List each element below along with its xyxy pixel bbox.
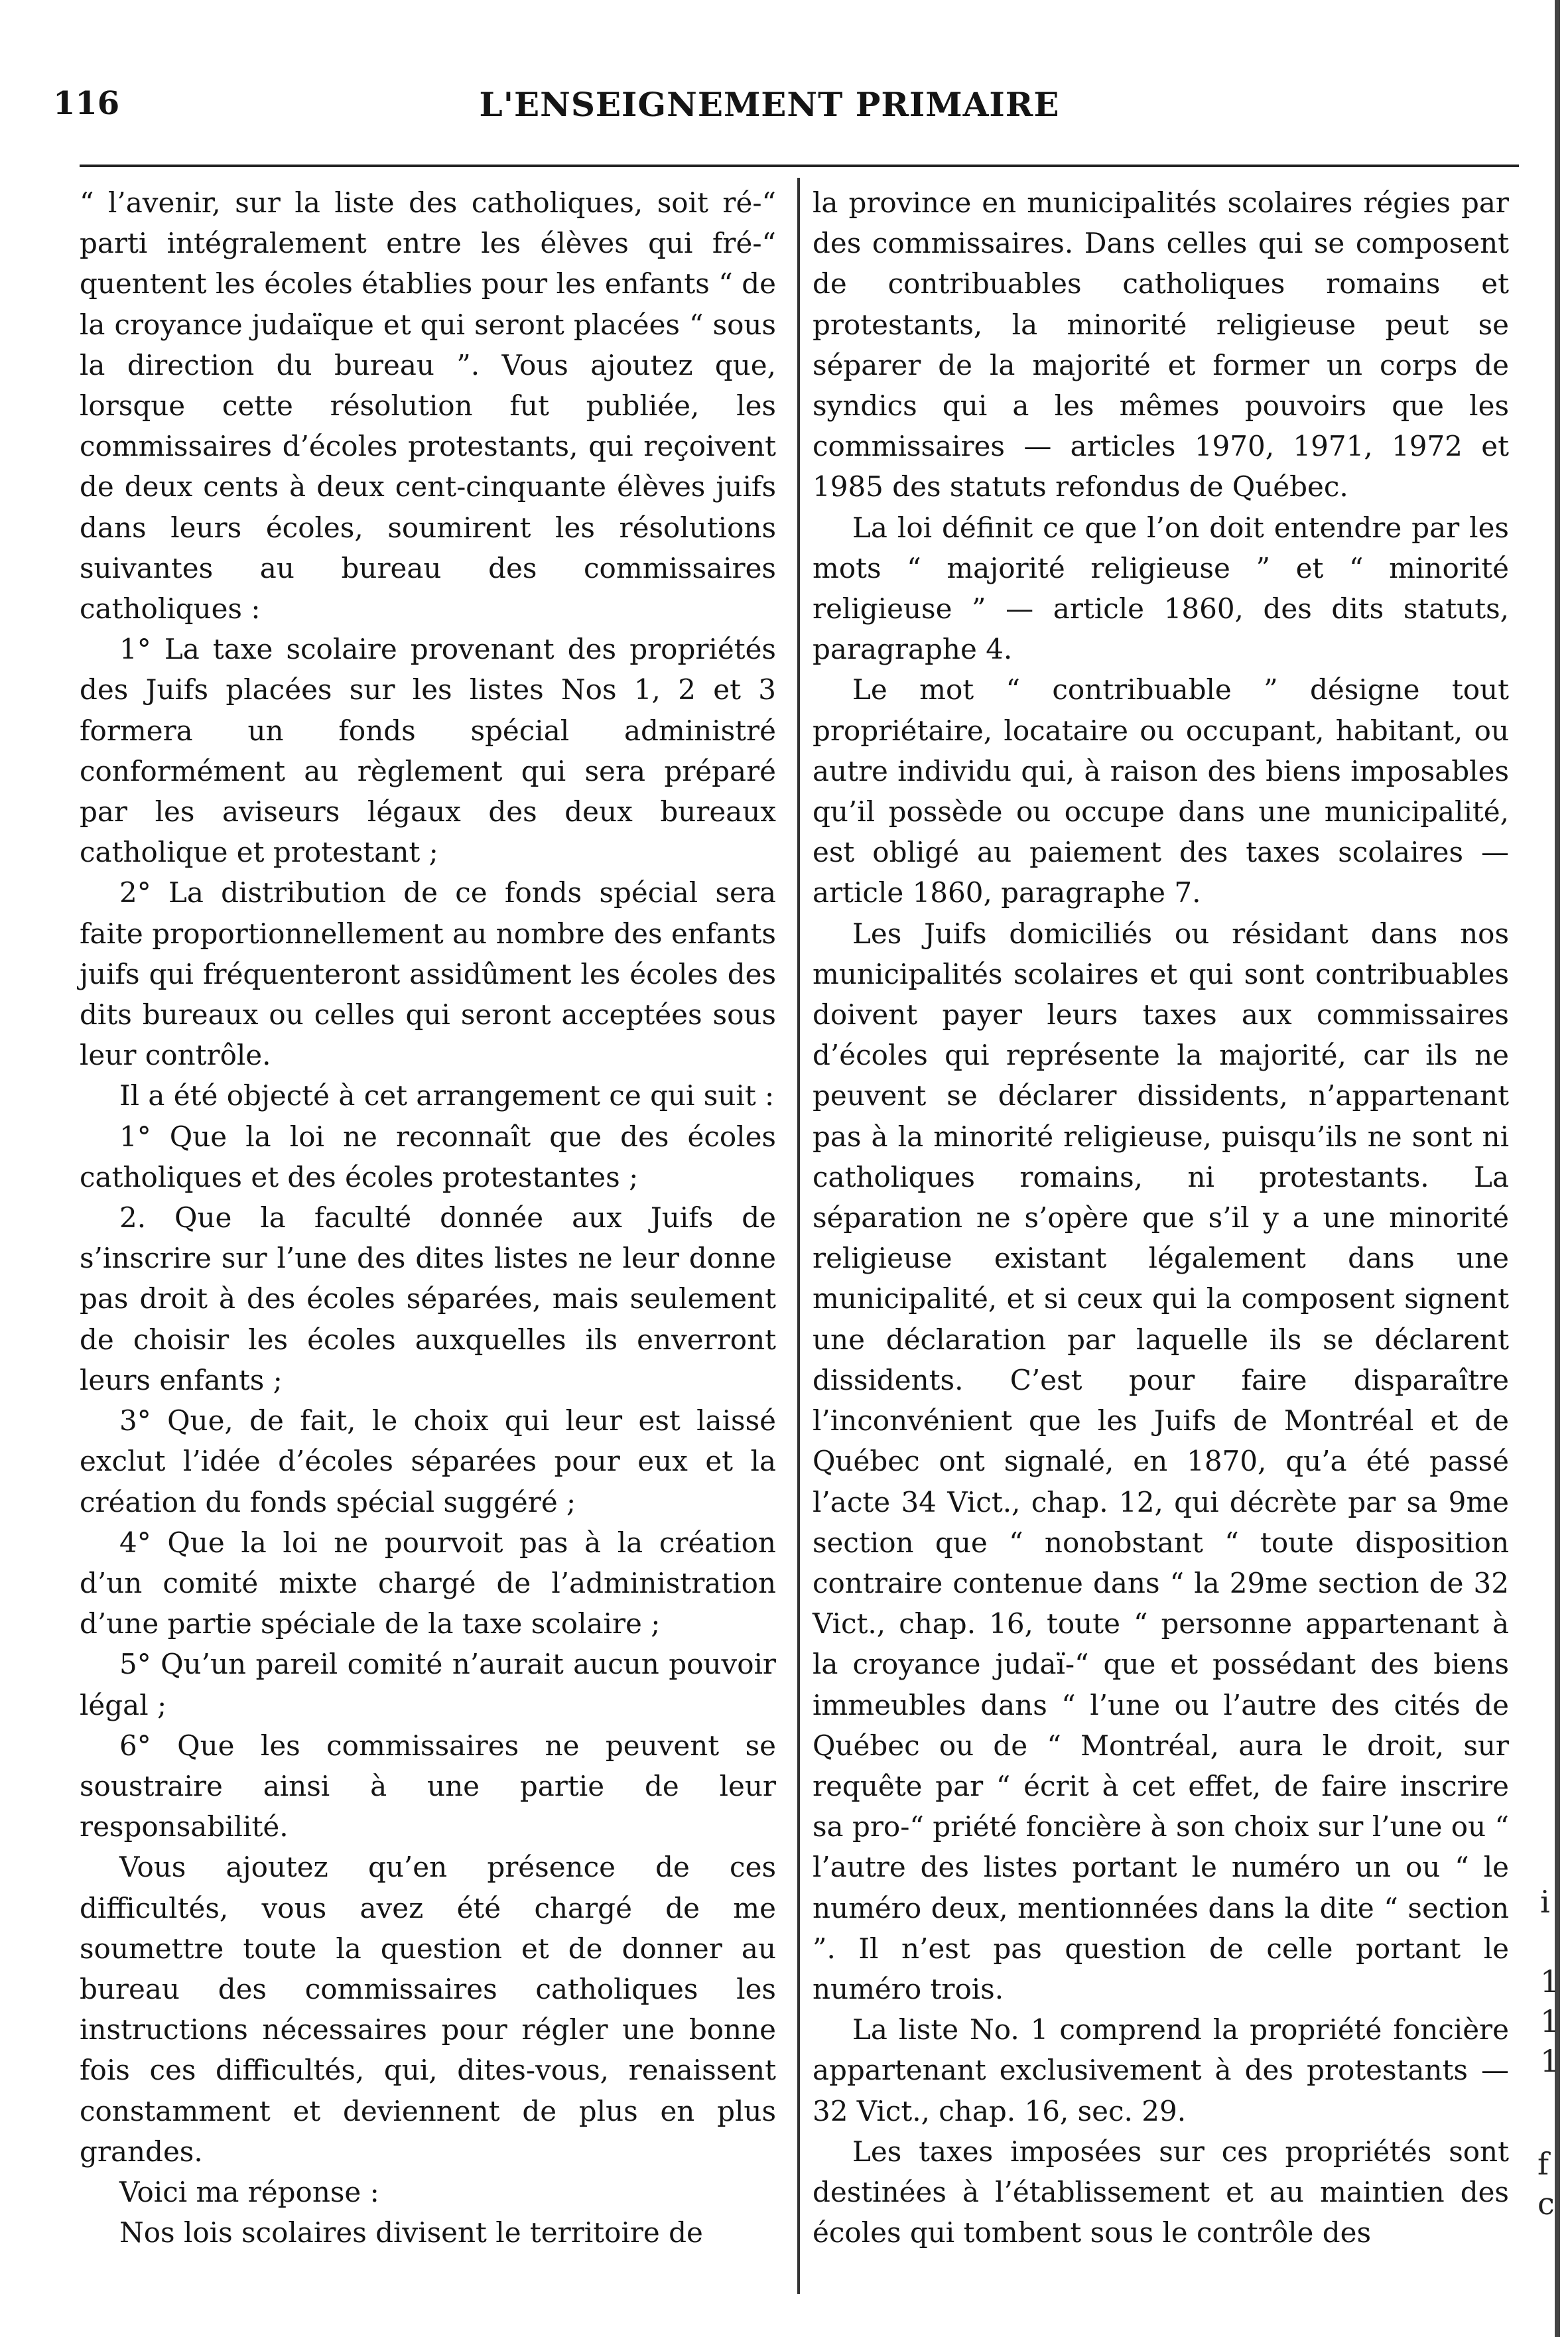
paragraph: La liste No. 1 comprend la propriété foncière appartenant exclusivement à des protestants — 32 Vict., chap. 16, sec. 29. xyxy=(813,2013,1509,2127)
paragraph: Les Juifs domiciliés ou résidant dans nos municipalités scolaires et qui sont contribuables doivent payer leurs taxes aux commissaires d’écoles qui représente la majorité, car ils ne peuvent se déclarer dissidents, n’appartenant pas à la minorité religieuse, puisqu’ils ne sont ni catholiques romains, ni protestants. La séparation ne s’opère que s’il y a une minorité religieuse existant légalement dans une municipalité, et si ceux qui la composent signent une déclaration par laquelle ils se déclarent dissidents. C’est pour faire disparaître l’inconvénient que les Juifs de Montréal et de Québec ont signalé, en 1870, qu’a été passé l’acte 34 Vict., chap. 12, qui décrète par sa 9me section que “ nonobstant “ toute disposition contraire contenue dans “ la 29me section de 32 Vict., chap. 16, toute “ personne appartenant à la croyance judaï-“ que et possédant des biens immeubles dans “ l’une ou l’autre des cités de Québec ou de “ Montréal, aura le droit, sur requête par “ écrit à cet effet, de faire inscrire sa pro-“ priété foncière à son choix sur l’une ou “ l’autre des listes portant le numéro un ou “ le numéro deux, mentionnées dans la dite “ section ”. Il n’est pas question de celle portant le numéro trois. xyxy=(813,917,1509,2005)
margin-mark: 1 xyxy=(1540,2003,1560,2039)
running-title: L'ENSEIGNEMENT PRIMAIRE xyxy=(479,85,1060,124)
paragraph: 2° La distribution de ce fonds spécial sera faite proportionnellement au nombre des enfants juifs qui fréquenteront assidûment les écoles des dits bureaux ou celles qui seront acceptées sous leur contrôle. xyxy=(80,876,776,1072)
paragraph: 4° Que la loi ne pourvoit pas à la création d’un comité mixte chargé de l’administration d’une partie spéciale de la taxe scolaire ; xyxy=(80,1526,776,1640)
margin-mark: 1 xyxy=(1540,2043,1560,2079)
paragraph: La loi définit ce que l’on doit entendre par les mots “ majorité religieuse ” et “ minorité religieuse ” — article 1860, des dits statuts, paragraphe 4. xyxy=(813,511,1509,666)
paragraph: la province en municipalités scolaires régies par des commissaires. Dans celles qui se composent de contribuables catholiques romains et protestants, la minorité religieuse peut se séparer de la majorité et former un corps de syndics qui a les mêmes pouvoirs que les commissaires — articles 1970, 1971, 1972 et 1985 des statuts refondus de Québec. xyxy=(813,186,1509,503)
margin-mark: i xyxy=(1540,1884,1550,1920)
right-column xyxy=(813,182,1509,2253)
paragraph: 2. Que la faculté donnée aux Juifs de s’inscrire sur l’une des dites listes ne leur donne pas droit à des écoles séparées, mais seulement de choisir les écoles auxquelles ils enverront leurs enfants ; xyxy=(80,1201,776,1396)
paragraph: 1° Que la loi ne reconnaît que des écoles catholiques et des écoles protestantes ; xyxy=(80,1120,776,1193)
header-rule xyxy=(80,165,1519,167)
paragraph: Les taxes imposées sur ces propriétés sont destinées à l’établissement et au maintien des écoles qui tombent sous le contrôle des xyxy=(813,2135,1509,2249)
paragraph: 5° Qu’un pareil comité n’aurait aucun pouvoir légal ; xyxy=(80,1648,776,1721)
paragraph: 1° La taxe scolaire provenant des propriétés des Juifs placées sur les listes Nos 1, 2 et 3 formera un fonds spécial administré conformément au règlement qui sera préparé par les aviseurs légaux des deux bureaux catholique et protestant ; xyxy=(80,633,776,869)
column-divider xyxy=(797,178,800,2294)
paragraph: Vous ajoutez qu’en présence de ces difficultés, vous avez été chargé de me soumettre toute la question et de donner au bureau des commissaires catholiques les instructions nécessaires pour régler une bonne fois ces difficultés, qui, dites-vous, renaissent constamment et deviennent de plus en plus grandes. xyxy=(80,1851,776,2168)
left-column xyxy=(80,182,776,2253)
paragraph: Le mot “ contribuable ” désigne tout propriétaire, locataire ou occupant, habitant, ou autre individu qui, à raison des biens imposables qu’il possède ou occupe dans une municipalité, est obligé au paiement des taxes scolaires — article 1860, paragraphe 7. xyxy=(813,673,1509,909)
paragraph: “ l’avenir, sur la liste des catholiques, soit ré-“ parti intégralement entre les élèves qui fré-“ quentent les écoles établies pour les enfants “ de la croyance judaïque et qui seront placées “ sous la direction du bureau ”. Vous ajoutez que, lorsque cette résolution fut publiée, les commissaires d’écoles protestants, qui reçoivent de deux cents à deux cent-cinquante élèves juifs dans leurs écoles, soumirent les résolutions suivantes au bureau des commissaires catholiques : xyxy=(80,186,776,626)
paragraph: 6° Que les commissaires ne peuvent se soustraire ainsi à une partie de leur responsabilité. xyxy=(80,1729,776,1843)
paragraph: Voici ma réponse : xyxy=(119,2175,379,2208)
paragraph: Nos lois scolaires divisent le territoire de xyxy=(119,2216,703,2249)
margin-mark: c xyxy=(1537,2186,1555,2222)
paragraph: Il a été objecté à cet arrangement ce qui suit : xyxy=(119,1079,775,1112)
paragraph: 3° Que, de fait, le choix qui leur est laissé exclut l’idée d’écoles séparées pour eux et la création du fonds spécial suggéré ; xyxy=(80,1404,776,1518)
page-number: 116 xyxy=(53,85,120,122)
page-header xyxy=(53,85,1486,138)
margin-mark: 1 xyxy=(1540,1964,1560,1999)
margin-mark: f xyxy=(1537,2146,1549,2182)
